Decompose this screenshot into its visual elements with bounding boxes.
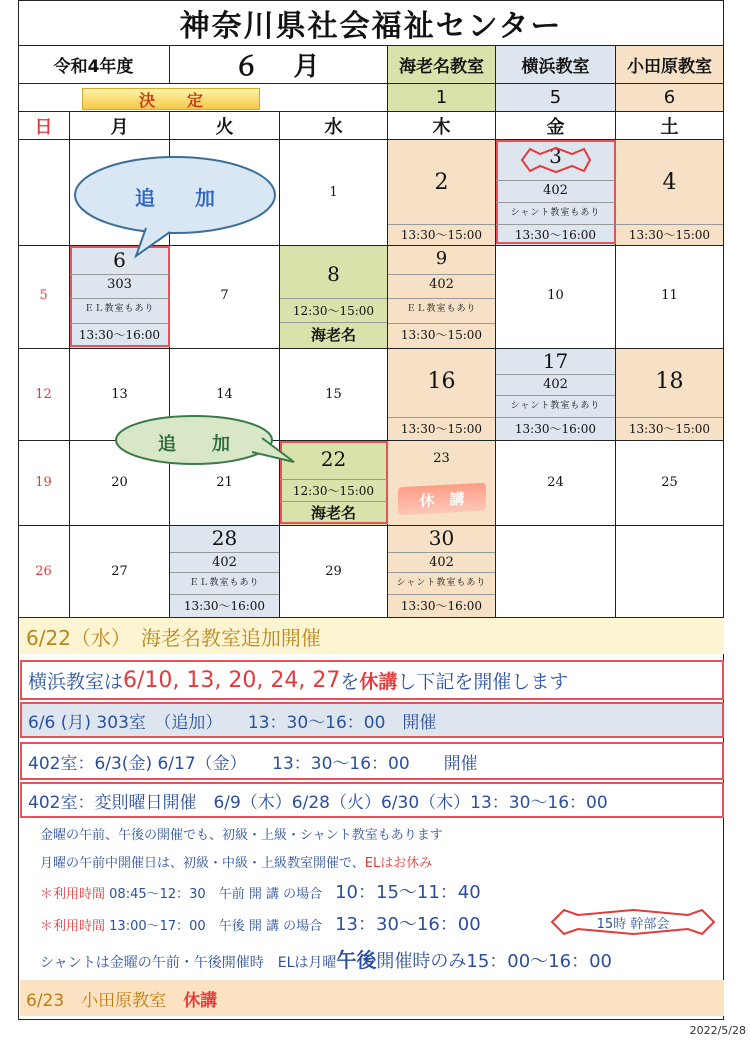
cell-empty xyxy=(616,526,724,618)
day-number: 13 xyxy=(111,387,128,402)
day-number: 26 xyxy=(35,564,52,579)
cell-day-9 xyxy=(388,246,496,349)
time-slot: 13:30～16:00 xyxy=(496,417,615,440)
cancel-dates: 6/10, 13, 20, 24, 27 xyxy=(123,667,341,693)
day-number: 22 xyxy=(320,447,347,471)
room-number: 303 xyxy=(70,274,169,295)
cell-day-29 xyxy=(280,526,388,618)
el-note: ＥＬ教室もあり xyxy=(170,572,279,593)
note-label: ＊利用時間 xyxy=(40,919,106,934)
cell-day-23 xyxy=(388,441,496,526)
note-text: 開催時のみ15：00～16：00 xyxy=(376,951,612,972)
note-emph: 午後 xyxy=(336,948,377,972)
shunt-note: シャント教室もあり xyxy=(388,572,495,593)
dow-mon: 月 xyxy=(70,112,170,140)
day-number: 20 xyxy=(111,475,128,490)
time-slot: 13:30～15:00 xyxy=(616,417,723,440)
ebina-label: 海老名 xyxy=(280,322,387,348)
note-odawara xyxy=(20,980,724,1016)
cell-day-3 xyxy=(496,140,616,246)
day-number: 5 xyxy=(39,288,48,303)
cell-day-19 xyxy=(18,441,70,526)
note-text: シャントは金曜の午前・午後開催時 ELは月曜 xyxy=(40,955,337,971)
el-note: ＥＬ教室もあり xyxy=(388,298,495,319)
day-number: 1 xyxy=(329,185,338,200)
day-number: 15 xyxy=(325,387,342,402)
day-number: 2 xyxy=(434,170,449,195)
room-number: 402 xyxy=(388,552,495,572)
time-slot: 13:30～15:00 xyxy=(388,323,495,346)
day-number: 23 xyxy=(433,451,450,466)
cell-day-30 xyxy=(388,526,496,618)
cell-day-11 xyxy=(616,246,724,349)
ebina-class-header: 海老名教室 xyxy=(388,46,496,84)
cancel-banner: 休 講 xyxy=(398,483,486,516)
cell-day-10 xyxy=(496,246,616,349)
el-note: ＥＬ教室もあり xyxy=(70,298,169,319)
time-slot: 13:30～15:00 xyxy=(388,417,495,440)
day-number: 16 xyxy=(427,369,456,394)
room-number: 402 xyxy=(170,552,279,572)
cell-day-26 xyxy=(18,526,70,618)
cell-day-4 xyxy=(616,140,724,246)
note-text: 08:45～12：30 午前 開 講 の場合 xyxy=(105,887,336,902)
note-text: し下記を開催します xyxy=(397,670,569,693)
shunt-note: シャント教室もあり xyxy=(496,395,615,416)
day-number: 11 xyxy=(661,288,678,303)
cell-day-6 xyxy=(70,246,170,349)
cell-day-27 xyxy=(70,526,170,618)
day-number: 10 xyxy=(547,288,564,303)
day-number: 18 xyxy=(655,369,684,394)
month-label: ６ 月 xyxy=(170,46,388,84)
day-number: 29 xyxy=(325,564,342,579)
date-stamp: 2022/5/28 xyxy=(689,1024,746,1037)
note-402-irregular: 402室：変則曜日開催 6/9（木）6/28（火）6/30（木）13：30～16：00 xyxy=(20,782,724,818)
time-slot: 12:30～15:00 xyxy=(280,479,387,502)
note-label: ＊利用時間 xyxy=(40,887,106,902)
cell-day-28 xyxy=(170,526,280,618)
cell-day-1 xyxy=(280,140,388,246)
cancel-word: 休講 xyxy=(359,670,398,693)
note-morning xyxy=(40,878,481,904)
note-303-add: 6/6 (月) 303室 （追加） 13：30～16：00 開催 xyxy=(20,702,724,738)
fiscal-year: 令和4年度 xyxy=(18,46,170,84)
meeting-note: 15時 幹部会 xyxy=(596,917,670,932)
day-number: 27 xyxy=(111,564,128,579)
cell-day-16 xyxy=(388,349,496,441)
note-time: 13：30～16：00 xyxy=(335,914,481,935)
cell-day-25 xyxy=(616,441,724,526)
day-number: 4 xyxy=(662,170,677,195)
cell-day-24 xyxy=(496,441,616,526)
cell-day-18 xyxy=(616,349,724,441)
time-slot: 13:30～15:00 xyxy=(616,224,723,245)
day-number: 19 xyxy=(35,475,52,490)
note-yokohama-cancel xyxy=(20,660,724,700)
ebina-label: 海老名 xyxy=(280,501,387,524)
dow-wed: 水 xyxy=(280,112,388,140)
dow-tue: 火 xyxy=(170,112,280,140)
note-monday xyxy=(40,852,432,871)
time-slot: 12:30～15:00 xyxy=(280,298,387,323)
note-friday: 金曜の午前、午後の開催でも、初級・上級・シャント教室もあります xyxy=(40,828,443,843)
note-afternoon xyxy=(40,910,481,936)
day-number: 6 xyxy=(113,248,126,272)
cell-day-12 xyxy=(18,349,70,441)
note-ebina-add: 6/22（水） 海老名教室追加開催 xyxy=(20,618,724,654)
yokohama-class-header: 横浜教室 xyxy=(496,46,616,84)
ebina-count: 1 xyxy=(388,84,496,112)
time-slot: 13:30～15:00 xyxy=(388,224,495,245)
time-slot: 13:30～16:00 xyxy=(70,323,169,346)
note-text: 月曜の午前中開催日は、初級・中級・上級教室開催で、 xyxy=(40,856,365,871)
cell-empty xyxy=(18,140,70,246)
cell-empty xyxy=(496,526,616,618)
day-number: 17 xyxy=(542,349,569,373)
day-number: 24 xyxy=(547,475,564,490)
shunt-note: シャント教室もあり xyxy=(496,202,615,223)
callout-text-2: 追 加 xyxy=(158,434,230,455)
day-number: 8 xyxy=(327,262,340,286)
day-number: 7 xyxy=(220,288,229,303)
cell-day-8 xyxy=(280,246,388,349)
day-number: 21 xyxy=(216,475,233,490)
dow-sun: 日 xyxy=(18,112,70,140)
time-slot: 13:30～16:00 xyxy=(388,594,495,617)
el-off: ELはお休み xyxy=(364,856,433,871)
room-number: 402 xyxy=(388,274,495,295)
day-number: 28 xyxy=(211,526,238,550)
time-slot: 13:30～16:00 xyxy=(496,224,615,245)
cancel-word: 休講 xyxy=(183,990,218,1011)
room-number: 402 xyxy=(496,180,615,201)
odawara-class-header: 小田原教室 xyxy=(616,46,724,84)
cell-day-5 xyxy=(18,246,70,349)
day-number: 3 xyxy=(549,144,562,168)
cell-day-2 xyxy=(388,140,496,246)
day-number: 9 xyxy=(435,248,448,269)
note-text: 横浜教室は xyxy=(28,670,124,693)
cell-day-17 xyxy=(496,349,616,441)
day-number: 14 xyxy=(216,387,233,402)
dow-sat: 土 xyxy=(616,112,724,140)
note-text: 6/23 小田原教室 xyxy=(26,990,184,1011)
note-text: を xyxy=(340,670,360,693)
odawara-count: 6 xyxy=(616,84,724,112)
burst-icon xyxy=(518,146,594,174)
dow-thu: 木 xyxy=(388,112,496,140)
note-shunt xyxy=(40,944,612,973)
day-number: 12 xyxy=(35,387,52,402)
callout-text-1: 追 加 xyxy=(135,186,215,210)
dow-fri: 金 xyxy=(496,112,616,140)
time-slot: 13:30～16:00 xyxy=(170,594,279,617)
cell-day-7 xyxy=(170,246,280,349)
note-text: 13:00～17：00 午後 開 講 の場合 xyxy=(105,919,336,934)
yokohama-count: 5 xyxy=(496,84,616,112)
decision-banner: 決 定 xyxy=(82,88,260,110)
day-number: 30 xyxy=(428,526,455,550)
note-402-fri: 402室：6/3(金) 6/17（金） 13：30～16：00 開催 xyxy=(20,742,724,780)
note-time: 10：15～11：40 xyxy=(335,882,481,903)
room-number: 402 xyxy=(496,374,615,394)
page-title: 神奈川県社会福祉センター xyxy=(18,0,724,46)
day-number: 25 xyxy=(661,475,678,490)
